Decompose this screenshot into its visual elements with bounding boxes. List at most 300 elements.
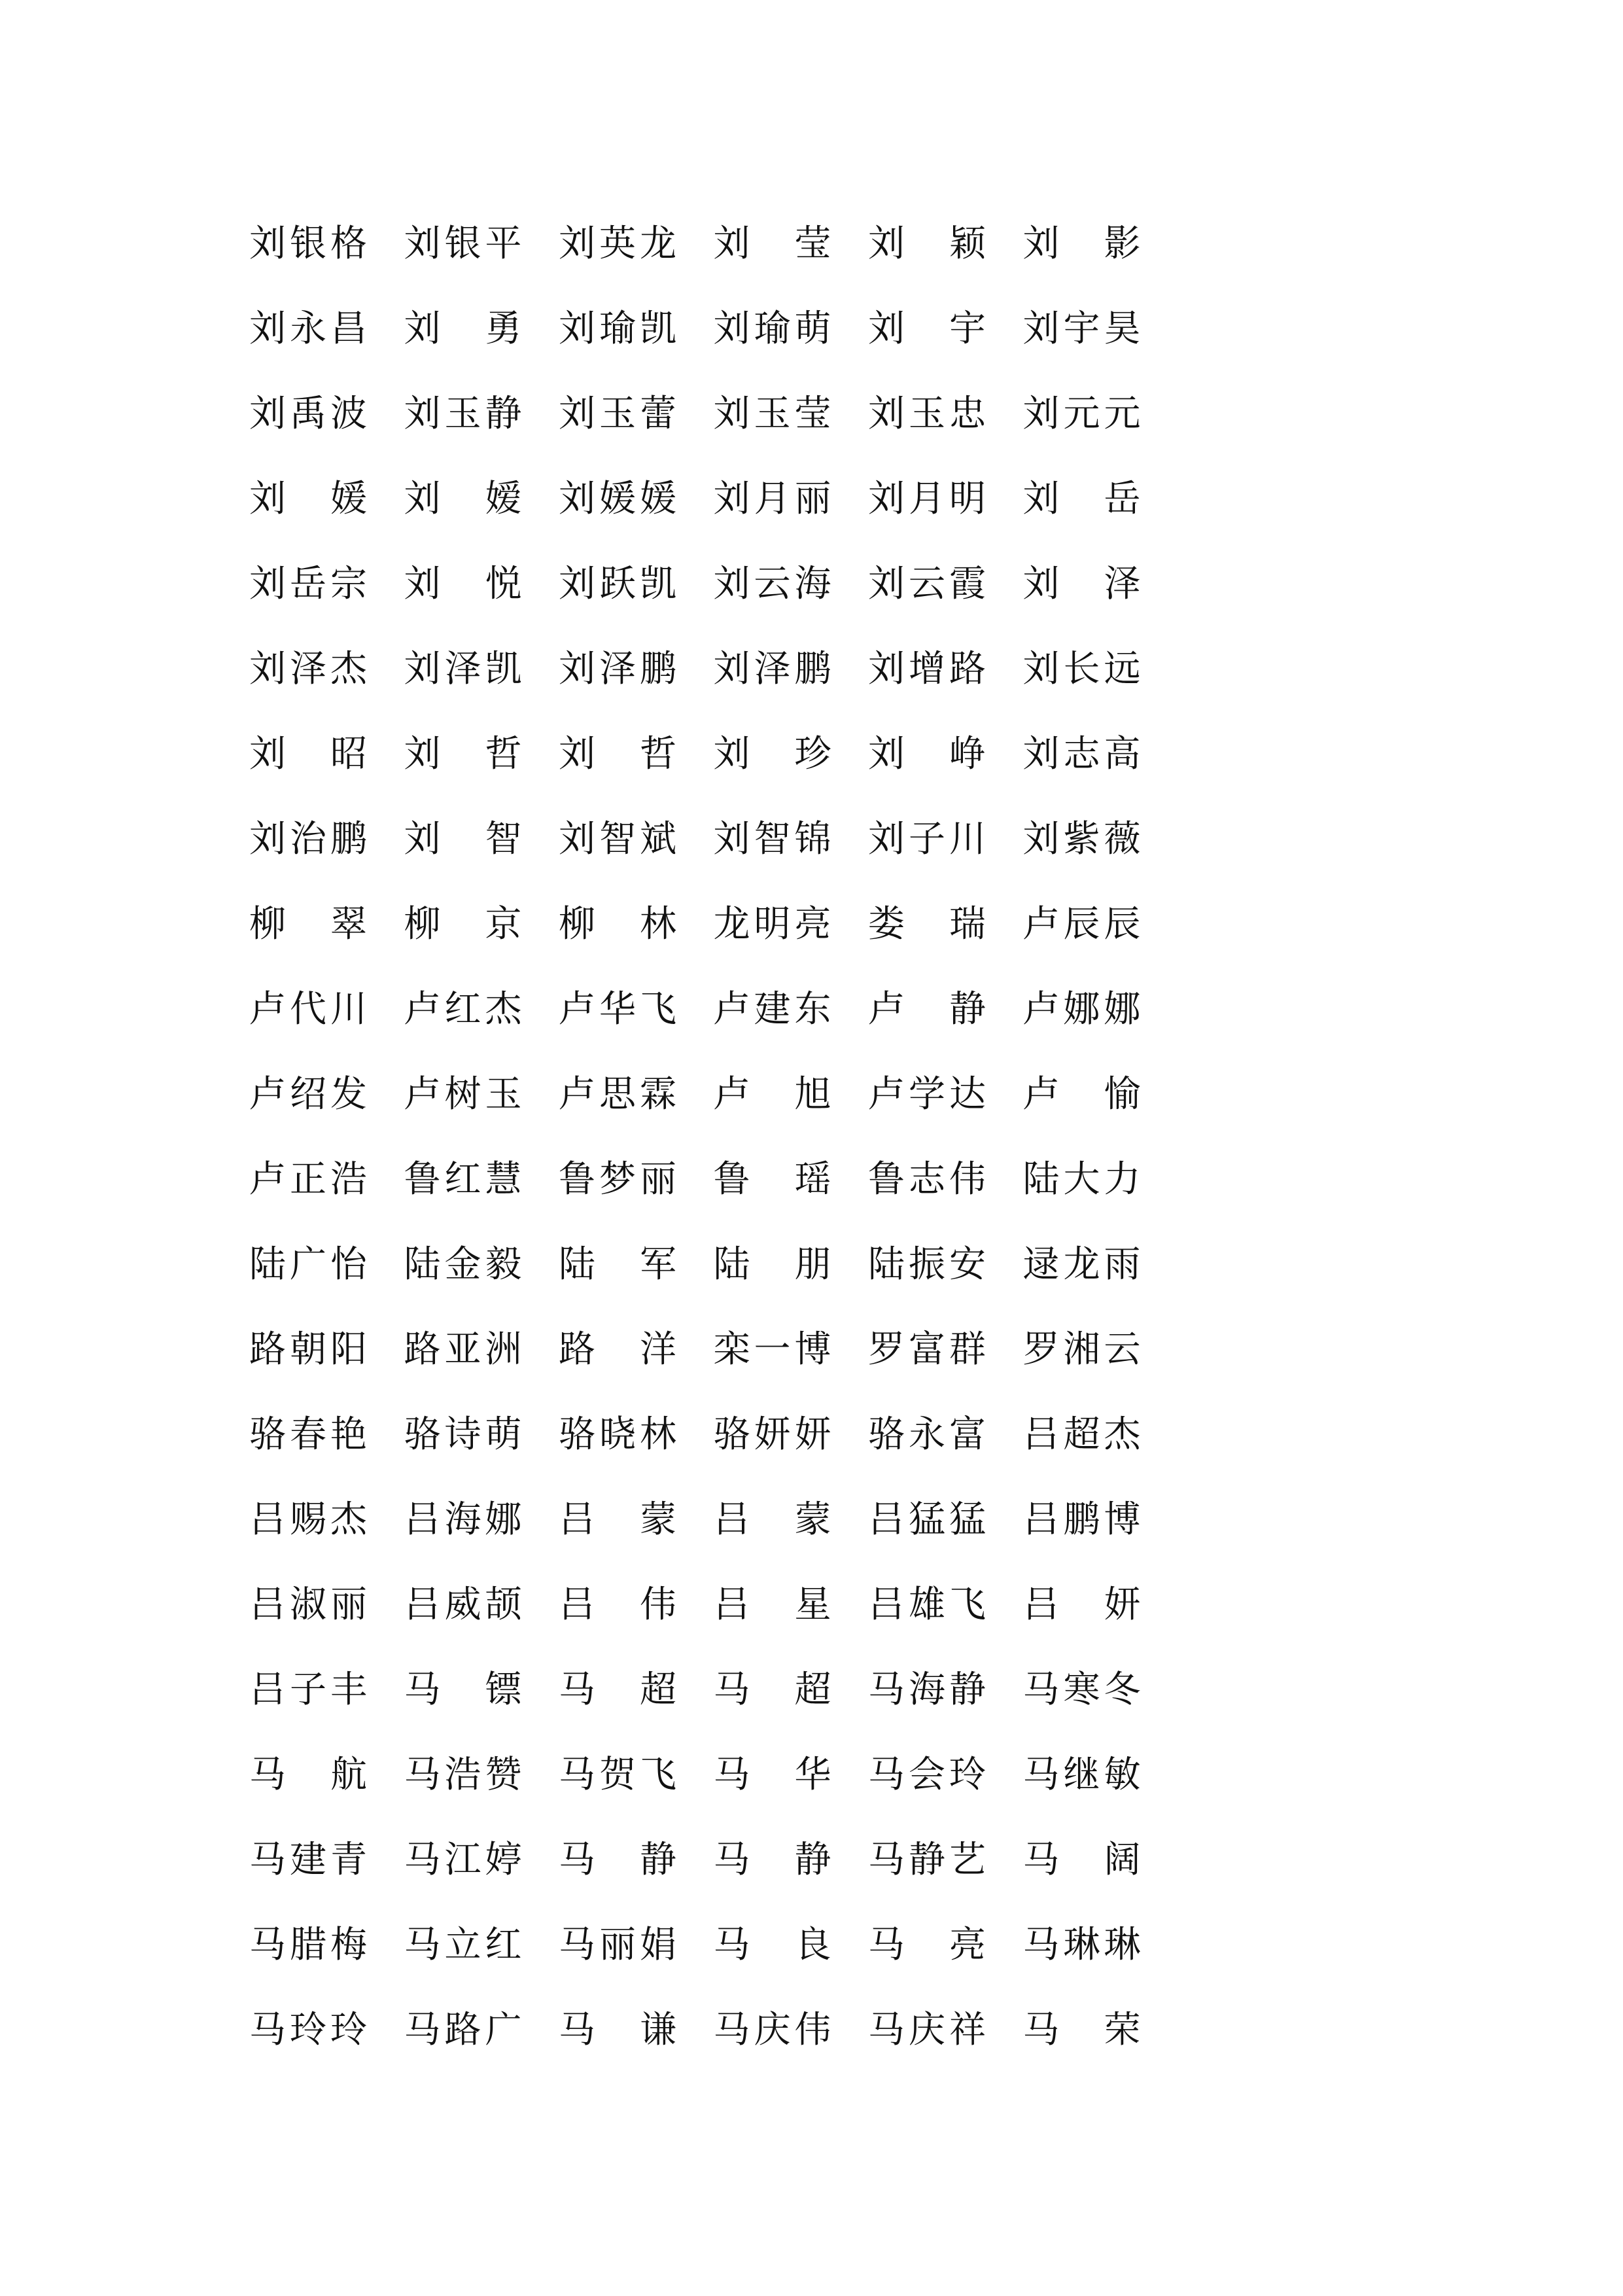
name-entry [712, 1243, 867, 1286]
name-character: 泽 [444, 648, 481, 690]
name-entry [557, 988, 712, 1031]
name-entry [866, 222, 1021, 265]
name-character: 丽 [794, 478, 831, 520]
name-character: 陆 [713, 1243, 750, 1286]
name-character: 刘 [404, 393, 441, 435]
name-character: 亮 [949, 1924, 986, 1966]
name-character: 刘 [713, 818, 750, 860]
name-entry [712, 1924, 867, 1966]
name-entry [247, 393, 402, 435]
name-character: 颉 [485, 1583, 522, 1626]
name-character: 吕 [404, 1498, 441, 1541]
name-character: 朝 [290, 1328, 326, 1371]
name-character: 超 [1063, 1413, 1100, 1456]
name-character: 智 [754, 818, 791, 860]
name-character: 吕 [1022, 1583, 1060, 1626]
name-character: 吕 [249, 1583, 286, 1626]
name-entry [557, 1839, 712, 1881]
name-character: 吕 [559, 1583, 595, 1626]
name-character: 马 [249, 1839, 286, 1881]
name-character: 婷 [485, 1839, 522, 1881]
name-character: 凯 [640, 308, 676, 350]
name-character: 飞 [640, 1754, 676, 1796]
name-row [247, 1307, 1157, 1392]
name-character: 泽 [290, 648, 326, 690]
name-row [247, 882, 1157, 967]
name-character: 梦 [599, 1158, 636, 1201]
name-entry [247, 2009, 402, 2051]
name-row [247, 712, 1157, 797]
name-entry [402, 478, 557, 520]
name-entry [712, 222, 867, 265]
name-character: 马 [868, 1924, 905, 1966]
name-character: 马 [868, 1669, 905, 1711]
name-character: 嫒 [485, 478, 522, 520]
name-entry [1021, 903, 1176, 945]
name-character: 吕 [404, 1583, 441, 1626]
name-row [247, 542, 1157, 627]
name-character: 蕾 [640, 393, 676, 435]
name-character: 娜 [1104, 988, 1141, 1031]
name-character: 马 [868, 1839, 905, 1881]
name-character: 逯 [1022, 1243, 1060, 1286]
name-entry [1021, 1839, 1176, 1881]
name-character: 力 [1104, 1158, 1141, 1201]
name-entry [712, 1669, 867, 1711]
name-character: 刘 [559, 648, 595, 690]
name-character: 富 [909, 1328, 945, 1371]
name-character: 安 [949, 1243, 986, 1286]
name-character: 马 [559, 1839, 595, 1881]
name-character: 东 [794, 988, 831, 1031]
name-entry [1021, 1413, 1176, 1456]
name-entry [402, 1669, 557, 1711]
name-character: 海 [909, 1669, 945, 1711]
name-character: 鹏 [1063, 1498, 1100, 1541]
name-character: 刘 [404, 478, 441, 520]
name-character: 志 [909, 1158, 945, 1201]
name-character: 格 [330, 222, 367, 265]
name-character: 增 [909, 648, 945, 690]
name-entry [557, 1498, 712, 1541]
name-character: 江 [444, 1839, 481, 1881]
name-entry [247, 478, 402, 520]
name-entry [1021, 308, 1176, 350]
name-character: 翠 [330, 903, 367, 945]
name-character: 跃 [599, 563, 636, 605]
name-character: 媛 [640, 478, 676, 520]
name-entry [712, 1073, 867, 1116]
name-character: 吕 [868, 1498, 905, 1541]
name-entry [866, 1498, 1021, 1541]
name-character: 马 [249, 2009, 286, 2051]
name-entry [866, 903, 1021, 945]
name-row [247, 1733, 1157, 1818]
name-character: 富 [949, 1413, 986, 1456]
name-character: 发 [330, 1073, 367, 1116]
name-character: 华 [599, 988, 636, 1031]
name-character: 陆 [249, 1243, 286, 1286]
name-character: 昌 [330, 308, 367, 350]
name-character: 鲁 [713, 1158, 750, 1201]
name-entry [557, 393, 712, 435]
name-character: 子 [909, 818, 945, 860]
name-character: 广 [485, 2009, 522, 2051]
name-entry [402, 1924, 557, 1966]
name-character: 马 [713, 1839, 750, 1881]
name-character: 晓 [599, 1413, 636, 1456]
name-character: 淑 [290, 1583, 326, 1626]
name-character: 刘 [713, 393, 750, 435]
name-character: 子 [290, 1669, 326, 1711]
name-character: 卢 [249, 1158, 286, 1201]
name-character: 马 [249, 1924, 286, 1966]
name-entry [866, 1073, 1021, 1116]
name-character: 泽 [754, 648, 791, 690]
name-character: 川 [330, 988, 367, 1031]
name-row [247, 372, 1157, 457]
name-row [247, 1052, 1157, 1137]
name-character: 超 [640, 1669, 676, 1711]
name-character: 马 [559, 1754, 595, 1796]
name-character: 瑜 [599, 308, 636, 350]
name-character: 刘 [249, 393, 286, 435]
name-character: 柳 [559, 903, 595, 945]
name-character: 马 [559, 1669, 595, 1711]
name-character: 瑶 [794, 1158, 831, 1201]
name-character: 凯 [640, 563, 676, 605]
name-character: 红 [485, 1924, 522, 1966]
name-character: 萌 [485, 1413, 522, 1456]
name-entry [402, 393, 557, 435]
name-character: 静 [909, 1839, 945, 1881]
name-character: 卢 [1022, 988, 1060, 1031]
name-character: 颖 [949, 222, 986, 265]
name-entry [402, 733, 557, 775]
name-entry [866, 1839, 1021, 1881]
name-character: 陆 [404, 1243, 441, 1286]
name-entry [712, 393, 867, 435]
name-character: 洋 [640, 1328, 676, 1371]
name-character: 凯 [485, 648, 522, 690]
name-character: 治 [290, 818, 326, 860]
name-entry [712, 648, 867, 690]
name-character: 刘 [559, 308, 595, 350]
name-character: 刘 [713, 733, 750, 775]
name-entry [557, 1243, 712, 1286]
name-character: 莹 [794, 222, 831, 265]
name-character: 马 [1022, 1924, 1060, 1966]
name-entry [557, 2009, 712, 2051]
name-character: 刘 [404, 733, 441, 775]
name-character: 刘 [404, 222, 441, 265]
name-character: 媛 [330, 478, 367, 520]
name-character: 吕 [713, 1498, 750, 1541]
name-character: 瑜 [754, 308, 791, 350]
name-character: 卢 [868, 988, 905, 1031]
name-character: 猛 [909, 1498, 945, 1541]
name-character: 刘 [559, 222, 595, 265]
name-character: 刘 [1022, 818, 1060, 860]
name-character: 勇 [485, 308, 522, 350]
name-character: 栾 [713, 1328, 750, 1371]
name-character: 萌 [794, 308, 831, 350]
name-character: 伟 [949, 1158, 986, 1201]
name-character: 伟 [794, 2009, 831, 2051]
name-character: 罗 [868, 1328, 905, 1371]
name-character: 霖 [640, 1073, 676, 1116]
name-entry [247, 818, 402, 860]
name-entry [557, 1073, 712, 1116]
name-character: 斌 [640, 818, 676, 860]
name-character: 星 [794, 1583, 831, 1626]
name-entry [402, 1754, 557, 1796]
name-entry [1021, 1073, 1176, 1116]
name-entry [247, 733, 402, 775]
name-character: 娄 [868, 903, 905, 945]
name-character: 大 [1063, 1158, 1100, 1201]
name-character: 刘 [249, 308, 286, 350]
name-character: 马 [559, 1924, 595, 1966]
name-entry [866, 1669, 1021, 1711]
name-character: 英 [599, 222, 636, 265]
name-entry [557, 1158, 712, 1201]
name-character: 刘 [249, 818, 286, 860]
name-character: 鹏 [640, 648, 676, 690]
name-entry [402, 222, 557, 265]
name-entry [712, 1583, 867, 1626]
name-character: 祥 [949, 2009, 986, 2051]
name-character: 诗 [444, 1413, 481, 1456]
name-entry [247, 1158, 402, 1201]
name-character: 杰 [330, 1498, 367, 1541]
name-character: 卢 [1022, 903, 1060, 945]
name-character: 玉 [909, 393, 945, 435]
name-character: 建 [290, 1839, 326, 1881]
name-entry [1021, 1498, 1176, 1541]
name-entry [712, 903, 867, 945]
name-character: 马 [1022, 2009, 1060, 2051]
name-character: 蒙 [640, 1498, 676, 1541]
name-character: 吕 [868, 1583, 905, 1626]
name-character: 马 [404, 1839, 441, 1881]
name-entry [866, 988, 1021, 1031]
name-entry [402, 1243, 557, 1286]
name-character: 谦 [640, 2009, 676, 2051]
name-character: 琳 [1104, 1924, 1141, 1966]
name-character: 刘 [404, 818, 441, 860]
name-character: 陆 [868, 1243, 905, 1286]
name-character: 贺 [599, 1754, 636, 1796]
name-character: 珍 [794, 733, 831, 775]
name-entry [557, 308, 712, 350]
name-character: 振 [909, 1243, 945, 1286]
name-character: 湘 [1063, 1328, 1100, 1371]
name-entry [712, 1754, 867, 1796]
name-character: 马 [404, 1924, 441, 1966]
name-character: 玉 [754, 393, 791, 435]
name-character: 云 [1104, 1328, 1141, 1371]
name-character: 卢 [713, 988, 750, 1031]
name-character: 静 [794, 1839, 831, 1881]
name-character: 刘 [404, 563, 441, 605]
name-entry [402, 988, 557, 1031]
name-entry [247, 222, 402, 265]
name-character: 刘 [868, 222, 905, 265]
name-entry [557, 563, 712, 605]
name-entry [402, 818, 557, 860]
name-character: 刘 [1022, 308, 1060, 350]
name-entry [866, 1328, 1021, 1371]
name-character: 刘 [1022, 648, 1060, 690]
name-character: 鲁 [559, 1158, 595, 1201]
name-entry [712, 1413, 867, 1456]
name-row [247, 797, 1157, 882]
name-character: 学 [909, 1073, 945, 1116]
name-entry [557, 818, 712, 860]
name-character: 宗 [330, 563, 367, 605]
name-character: 永 [909, 1413, 945, 1456]
name-character: 林 [640, 903, 676, 945]
name-row [247, 1137, 1157, 1222]
name-character: 敏 [1104, 1754, 1141, 1796]
name-character: 丽 [640, 1158, 676, 1201]
name-entry [557, 648, 712, 690]
name-entry [557, 903, 712, 945]
name-character: 陆 [1022, 1158, 1060, 1201]
name-character: 忠 [949, 393, 986, 435]
name-character: 马 [1022, 1754, 1060, 1796]
name-row [247, 287, 1157, 372]
name-character: 骆 [713, 1413, 750, 1456]
name-entry [1021, 1328, 1176, 1371]
name-character: 路 [444, 2009, 481, 2051]
name-character: 卢 [559, 988, 595, 1031]
name-row [247, 457, 1157, 542]
name-row [247, 967, 1157, 1052]
name-character: 云 [754, 563, 791, 605]
name-character: 刘 [713, 308, 750, 350]
name-character: 媛 [599, 478, 636, 520]
name-entry [712, 1328, 867, 1371]
name-character: 马 [404, 2009, 441, 2051]
name-character: 刘 [868, 733, 905, 775]
name-character: 刘 [1022, 563, 1060, 605]
name-character: 静 [485, 393, 522, 435]
name-character: 柳 [249, 903, 286, 945]
name-character: 峥 [949, 733, 986, 775]
name-character: 骆 [404, 1413, 441, 1456]
name-entry [866, 1924, 1021, 1966]
name-character: 刘 [559, 563, 595, 605]
name-character: 广 [290, 1243, 326, 1286]
name-character: 卢 [249, 1073, 286, 1116]
name-character: 吕 [559, 1498, 595, 1541]
name-entry [1021, 478, 1176, 520]
name-character: 玉 [444, 393, 481, 435]
name-character: 超 [794, 1669, 831, 1711]
name-character: 刘 [559, 393, 595, 435]
name-character: 红 [444, 988, 481, 1031]
name-character: 高 [1104, 733, 1141, 775]
name-row [247, 1818, 1157, 1903]
name-character: 马 [559, 2009, 595, 2051]
name-entry [866, 1243, 1021, 1286]
name-entry [247, 648, 402, 690]
name-character: 刘 [1022, 222, 1060, 265]
name-character: 霞 [949, 563, 986, 605]
name-character: 亮 [794, 903, 831, 945]
name-character: 刘 [713, 222, 750, 265]
name-character: 刘 [868, 818, 905, 860]
name-character: 金 [444, 1243, 481, 1286]
name-entry [402, 1839, 557, 1881]
name-character: 骆 [559, 1413, 595, 1456]
name-character: 毅 [485, 1243, 522, 1286]
name-character: 马 [1022, 1669, 1060, 1711]
name-character: 川 [949, 818, 986, 860]
name-character: 威 [444, 1583, 481, 1626]
name-entry [402, 563, 557, 605]
name-character: 冬 [1104, 1669, 1141, 1711]
name-character: 锦 [794, 818, 831, 860]
name-entry [247, 308, 402, 350]
name-character: 龙 [640, 222, 676, 265]
name-entry [402, 903, 557, 945]
name-character: 一 [754, 1328, 791, 1371]
name-character: 刘 [868, 563, 905, 605]
name-character: 明 [949, 478, 986, 520]
name-character: 路 [404, 1328, 441, 1371]
name-entry [402, 1073, 557, 1116]
name-entry [712, 563, 867, 605]
name-character: 柳 [404, 903, 441, 945]
name-character: 刘 [868, 393, 905, 435]
name-character: 刘 [1022, 478, 1060, 520]
name-character: 长 [1063, 648, 1100, 690]
name-character: 鹏 [330, 818, 367, 860]
name-entry [712, 1158, 867, 1201]
name-character: 刘 [868, 648, 905, 690]
name-entry [557, 478, 712, 520]
name-character: 伟 [640, 1583, 676, 1626]
name-character: 刘 [1022, 733, 1060, 775]
name-character: 庆 [909, 2009, 945, 2051]
name-character: 银 [290, 222, 326, 265]
name-character: 明 [754, 903, 791, 945]
name-character: 朋 [794, 1243, 831, 1286]
name-character: 马 [404, 1669, 441, 1711]
name-entry [712, 733, 867, 775]
name-entry [866, 733, 1021, 775]
name-character: 云 [909, 563, 945, 605]
name-character: 玉 [599, 393, 636, 435]
name-character: 龙 [713, 903, 750, 945]
name-character: 岳 [1104, 478, 1141, 520]
name-character: 丰 [330, 1669, 367, 1711]
name-character: 军 [640, 1243, 676, 1286]
name-character: 哲 [485, 733, 522, 775]
name-entry [1021, 988, 1176, 1031]
name-entry [247, 1583, 402, 1626]
name-character: 刘 [868, 478, 905, 520]
name-entry [557, 733, 712, 775]
name-entry [557, 1669, 712, 1711]
name-character: 刘 [249, 648, 286, 690]
name-entry [1021, 563, 1176, 605]
name-character: 元 [1104, 393, 1141, 435]
name-character: 银 [444, 222, 481, 265]
